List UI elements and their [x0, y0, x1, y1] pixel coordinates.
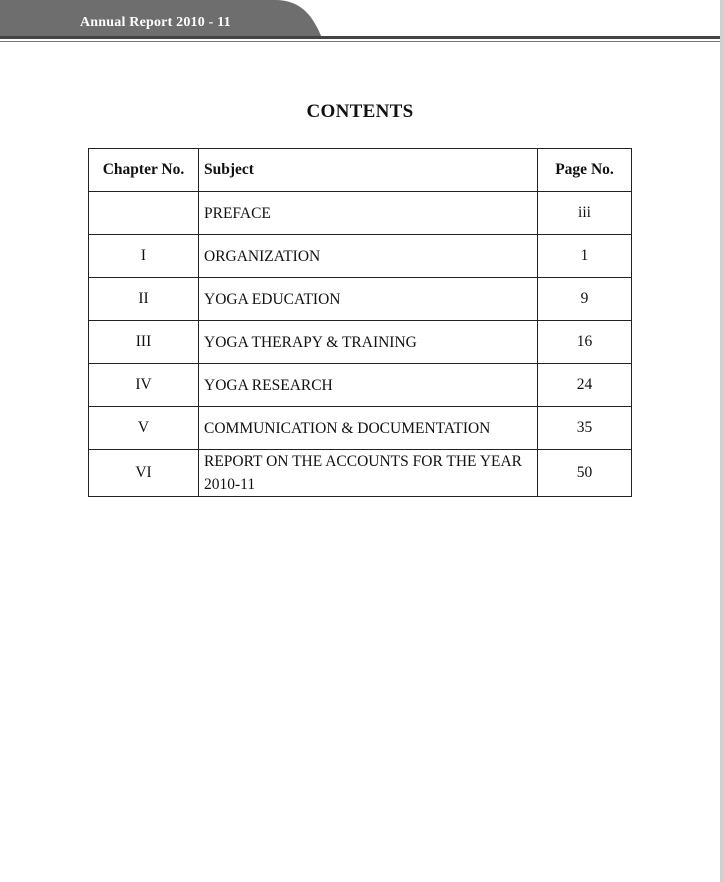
column-header-subject: Subject — [199, 149, 538, 192]
page-number: 9 — [538, 278, 632, 321]
page-number: 16 — [538, 321, 632, 364]
chapter-number — [89, 192, 199, 235]
chapter-number: VI — [89, 450, 199, 497]
chapter-subject: YOGA RESEARCH — [199, 364, 538, 407]
chapter-subject: ORGANIZATION — [199, 235, 538, 278]
contents-heading: CONTENTS — [306, 101, 414, 122]
column-header-chapter: Chapter No. — [89, 149, 199, 192]
chapter-number: II — [89, 278, 199, 321]
chapter-number: V — [89, 407, 199, 450]
chapter-subject: YOGA THERAPY & TRAINING — [199, 321, 538, 364]
table-row — [89, 364, 632, 407]
page-number: 24 — [538, 364, 632, 407]
page-number: 1 — [538, 235, 632, 278]
table-row — [89, 407, 632, 450]
table-row — [89, 235, 632, 278]
header-rule — [0, 36, 720, 39]
chapter-subject: YOGA EDUCATION — [199, 278, 538, 321]
table-row — [89, 450, 632, 497]
page-number: iii — [538, 192, 632, 235]
chapter-number: IV — [89, 364, 199, 407]
table-row — [89, 321, 632, 364]
column-header-page: Page No. — [538, 149, 632, 192]
table-row — [89, 278, 632, 321]
page-number: 50 — [538, 450, 632, 497]
table-row — [89, 192, 632, 235]
chapter-number: I — [89, 235, 199, 278]
chapter-number: III — [89, 321, 199, 364]
page-number: 35 — [538, 407, 632, 450]
chapter-subject: COMMUNICATION & DOCUMENTATION — [199, 407, 538, 450]
header-rule-thin — [0, 41, 720, 42]
chapter-subject: PREFACE — [199, 192, 538, 235]
report-title: Annual Report 2010 - 11 — [80, 15, 231, 30]
table-header-row — [89, 149, 632, 192]
contents-table — [88, 148, 632, 497]
chapter-subject: REPORT ON THE ACCOUNTS FOR THE YEAR 2010-11 — [199, 450, 538, 497]
